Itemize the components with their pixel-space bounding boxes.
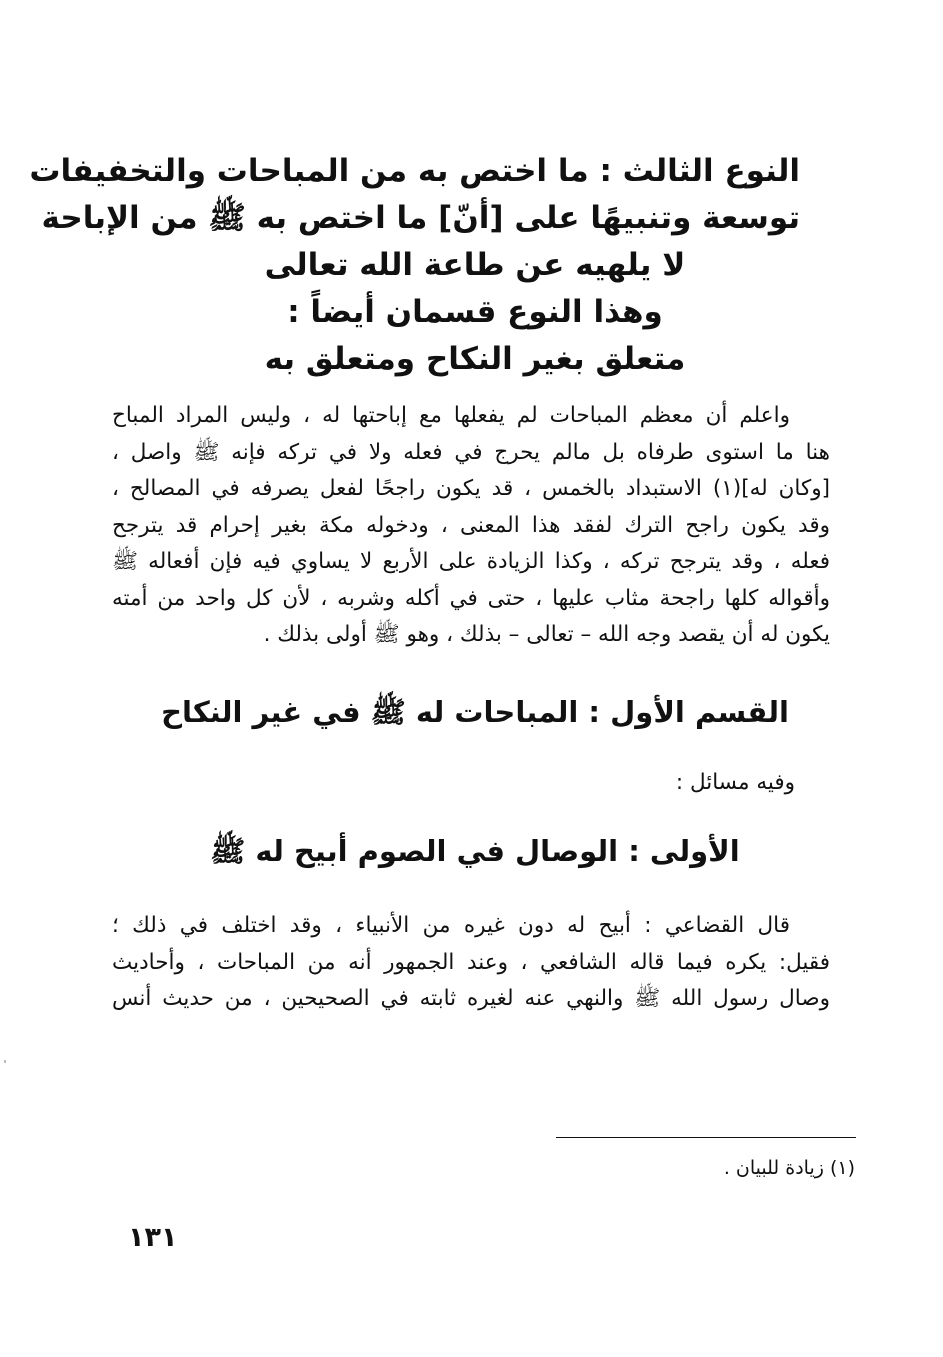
- heading-line: توسعة وتنبيهًا على [أنّ] ما اختص به ﷺ من الإباحة: [41, 200, 800, 236]
- footnote-divider: [556, 1137, 856, 1138]
- chapter-heading: [29, 148, 800, 383]
- intro-paragraph: [112, 398, 830, 654]
- issue-title: الأولى : الوصال في الصوم أبيح له ﷺ: [210, 834, 740, 868]
- paragraph-line: وصال رسول الله ﷺ والنهي عنه لغيره ثابته في الصحيحين ، من حديث أنس: [112, 986, 830, 1011]
- scan-speck: [4, 1060, 6, 1063]
- footnote: (١) زيادة للبيان .: [723, 1157, 855, 1179]
- section-title: القسم الأول : المباحات له ﷺ في غير النكاح: [161, 695, 789, 729]
- paragraph-line: يكون له أن يقصد وجه الله – تعالى – بذلك ، وهو ﷺ أولى بذلك .: [263, 622, 830, 647]
- paragraph-line: واعلم أن معظم المباحات لم يفعلها مع إباحتها له ، وليس المراد المباح: [112, 403, 790, 428]
- paragraph-line: هنا ما استوى طرفاه بل مالم يحرج في فعله ولا في تركه فإنه ﷺ واصل ،: [112, 439, 830, 465]
- paragraph-line: قال القضاعي : أبيح له دون غيره من الأنبياء ، وقد اختلف في ذلك ؛: [112, 913, 790, 938]
- paragraph-line: [وكان له](١) الاستبداد بالخمس ، قد يكون راجحًا لفعل يصرفه في المصالح ،: [112, 476, 830, 501]
- page-number: ١٣١: [128, 1222, 178, 1253]
- heading-line: متعلق بغير النكاح ومتعلق به: [264, 341, 686, 377]
- paragraph-line: وأقواله كلها راجحة مثاب عليها ، حتى في أكله وشربه ، لأن كل واحد من أمته: [112, 585, 830, 611]
- paragraph-line: وقد يكون راجح الترك لفقد هذا المعنى ، ودخوله مكة بغير إحرام قد يترجح: [112, 512, 830, 538]
- paragraph-line: فقيل: يكره فيما قاله الشافعي ، وعند الجمهور أنه من المباحات ، وأحاديث: [112, 949, 830, 975]
- paragraph-line: فعله ، وقد يترجح تركه ، وكذا الزيادة على الأربع لا يساوي فيه فإن أفعاله ﷺ: [112, 549, 830, 574]
- section-subtitle: وفيه مسائل :: [675, 770, 795, 795]
- heading-line: لا يلهيه عن طاعة الله تعالى: [264, 247, 686, 283]
- heading-line: وهذا النوع قسمان أيضاً :: [287, 294, 663, 330]
- issue-paragraph: [112, 908, 830, 1018]
- heading-line: النوع الثالث : ما اختص به من المباحات والتخفيفات: [29, 153, 800, 189]
